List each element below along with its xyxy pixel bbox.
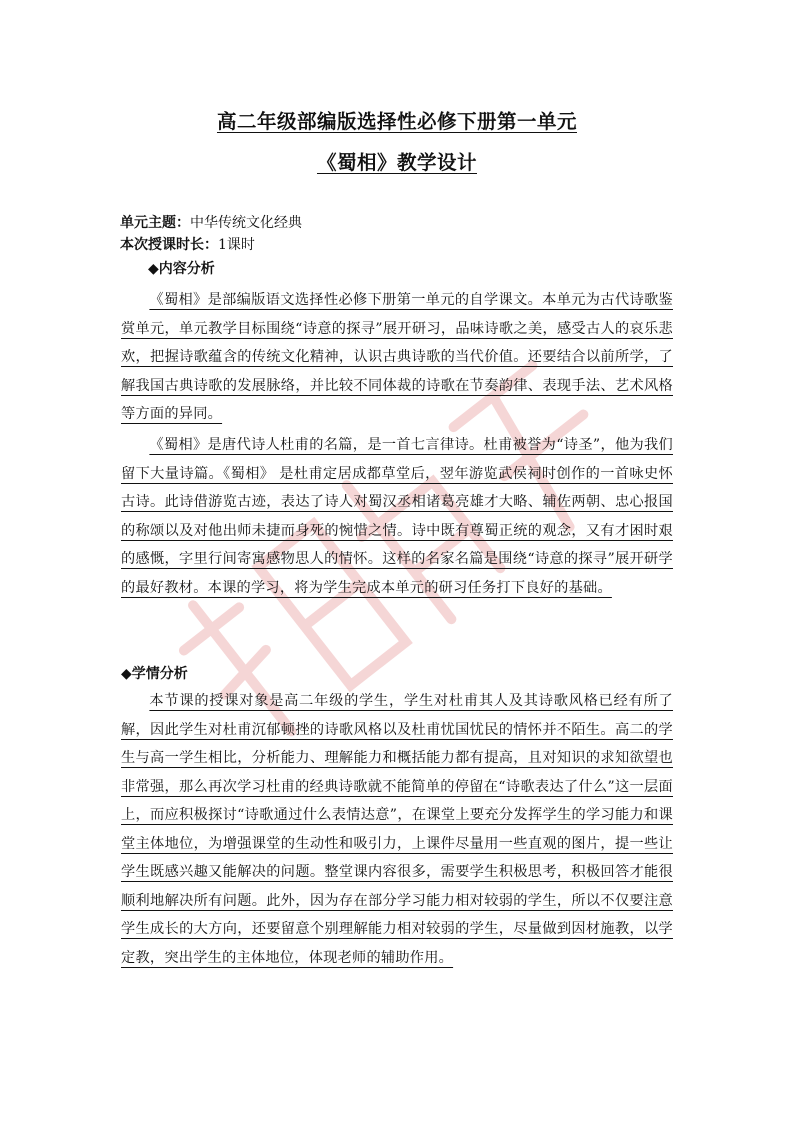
- section-heading-content-analysis: ◆内容分析: [148, 261, 215, 277]
- unit-theme-line: [120, 213, 302, 233]
- unit-theme-value: 中华传统文化经典: [190, 215, 302, 231]
- unit-theme-label: 单元主题：: [120, 215, 190, 231]
- content-analysis-paragraph-1: 《蜀相》是部编版语文选择性必修下册第一单元的自学课文。本单元为古代诗歌鉴赏单元，单元教学目标围绕“诗意的探寻”展开研习，品味诗歌之美，感受古人的哀乐悲欢，把握诗歌蕴含的传统文化精神，认识古典诗歌的当代价值。还要结合以前所学，了解我国古典诗歌的发展脉络，并比较不同体裁的诗歌在节奏韵律、表现手法、艺术风格等方面的异同。: [121, 292, 673, 422]
- duration-line: [120, 235, 255, 255]
- duration-label: 本次授课时长：: [120, 237, 218, 253]
- student-analysis-paragraph: 本节课的授课对象是高二年级的学生，学生对杜甫其人及其诗歌风格已经有所了解，因此学生对杜甫沉郁顿挫的诗歌风格以及杜甫忧国忧民的情怀并不陌生。高二的学生与高一学生相比，分析能力、理解能力和概括能力都有提高，且对知识的求知欲望也非常强，那么再次学习杜甫的经典诗歌就不能简单的停留在“诗歌表达了什么”这一层面上，而应积极探讨“诗歌通过什么表情达意”，在课堂上要充分发挥学生的学习能力和课堂主体地位，为增强课堂的生动性和吸引力，上课件尽量用一些直观的图片，提一些让学生既感兴趣又能解决的问题。整堂课内容很多，需要学生积极思考，积极回答才能很顺利地解决所有问题。此外，因为存在部分学习能力相对较弱的学生，所以不仅要注意学生成长的大方向，还要留意个别理解能力相对较弱的学生，尽量做到因材施教，以学定教，突出学生的主体地位，体现老师的辅助作用。: [121, 693, 673, 966]
- section-heading-student-analysis: ◆学情分析: [121, 666, 188, 682]
- document-title: 高二年级部编版选择性必修下册第一单元: [216, 110, 577, 133]
- duration-value: 1课时: [218, 237, 255, 253]
- content-analysis-paragraph-2: 《蜀相》是唐代诗人杜甫的名篇，是一首七言律诗。杜甫被誉为“诗圣”，他为我们留下大量诗篇。《蜀相》 是杜甫定居成都草堂后，翌年游览武侯祠时创作的一首咏史怀古诗。此诗借游览古迹，表达了诗人对蜀汉丞相诸葛亮雄才大略、辅佐两朝、忠心报国的称颂以及对他出师未捷而身死的惋惜之情。诗中既有尊蜀正统的观念，又有才困时艰的感慨，字里行间寄寓感物思人的情怀。这样的名家名篇是围绕“诗意的探寻”展开研学的最好教材。本课的学习，将为学生完成本单元的研习任务打下良好的基础。: [121, 437, 673, 596]
- document-subtitle: 《蜀相》教学设计: [316, 151, 477, 174]
